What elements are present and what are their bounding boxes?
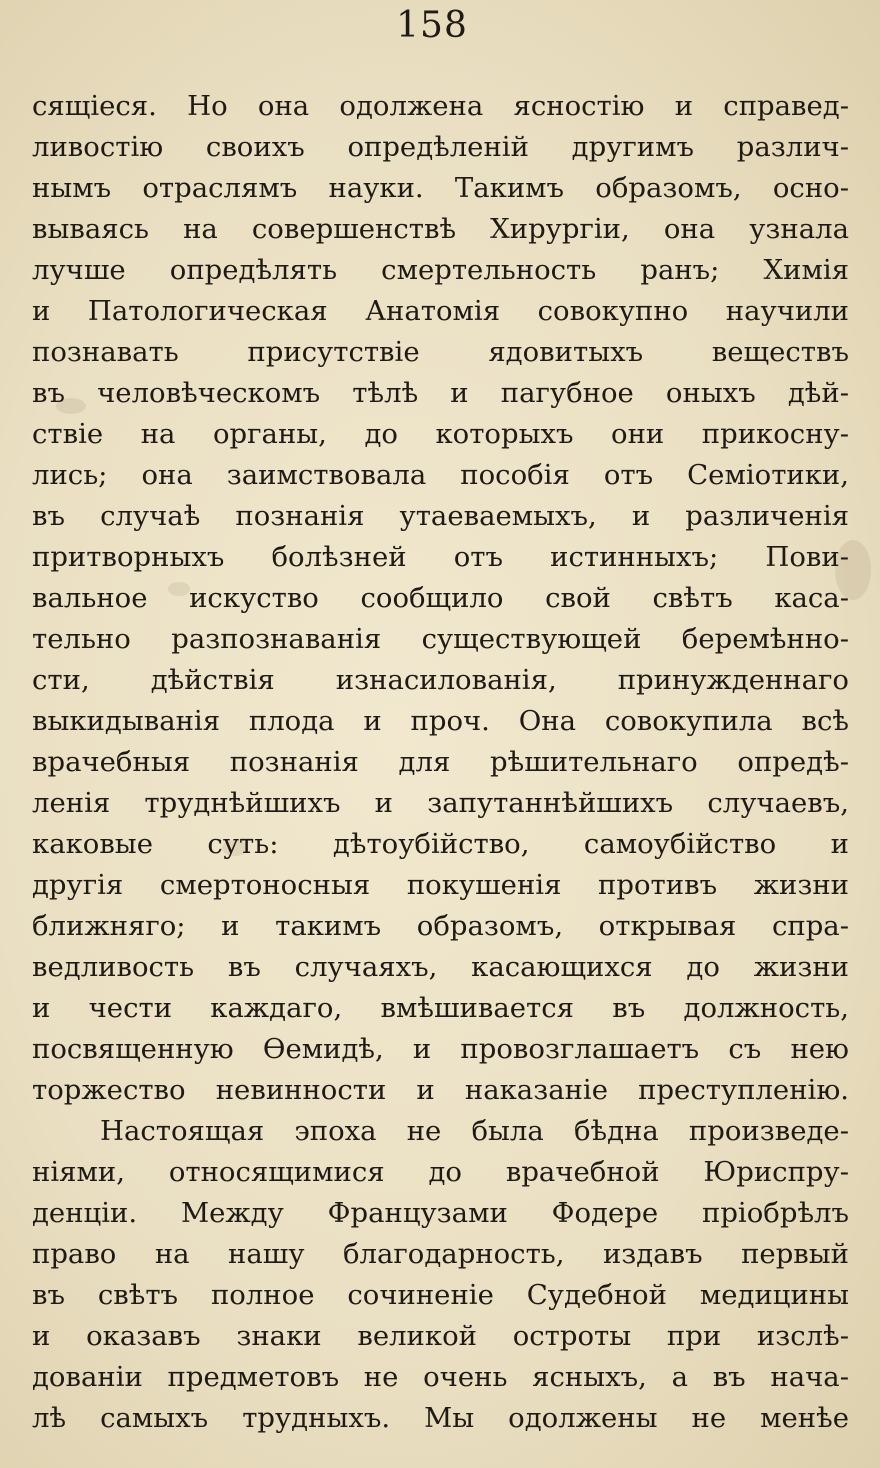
text-line: другія смертоносныя покушенія противъ жизни [32, 869, 849, 901]
text-line: въ свѣтъ полное сочиненіе Судебной медицины [32, 1279, 849, 1311]
text-line: и оказавъ знаки великой остроты при изслѣ- [32, 1320, 849, 1352]
text-line: ближняго; и такимъ образомъ, открывая спра- [32, 910, 849, 942]
text-line: нымъ отраслямъ науки. Такимъ образомъ, осно- [32, 172, 849, 204]
text-line: познавать присутствіе ядовитыхъ веществъ [32, 336, 849, 368]
text-line: въ случаѣ познанія утаеваемыхъ, и различенія [32, 500, 849, 532]
text-line: притворныхъ болѣзней отъ истинныхъ; Пови- [32, 541, 849, 573]
text-line: денціи. Между Французами Фодере пріобрѣлъ [32, 1197, 849, 1229]
text-line: ніями, относящимися до врачебной Юриспру- [32, 1156, 849, 1188]
text-line: ведливость въ случаяхъ, касающихся до жизни [32, 951, 849, 983]
paragraph-end-line: торжество невинности и наказаніе преступленію. [32, 1074, 849, 1106]
text-line: вываясь на совершенствѣ Хирургіи, она узнала [32, 213, 849, 245]
text-line: лѣ самыхъ трудныхъ. Мы одолжены не менѣе [32, 1402, 849, 1434]
text-line: ствіе на органы, до которыхъ они прикосну- [32, 418, 849, 450]
text-line: сти, дѣйствія изнасилованія, принужденнаго [32, 664, 849, 696]
text-line: въ человѣческомъ тѣлѣ и пагубное оныхъ дѣй- [32, 377, 849, 409]
body-text [32, 86, 849, 1439]
text-line: и чести каждаго, вмѣшивается въ должность, [32, 992, 849, 1024]
paragraph-start-line: Настоящая эпоха не была бѣдна произведе- [100, 1115, 849, 1147]
text-line: и Патологическая Анатомія совокупно научили [32, 295, 849, 327]
text-line: право на нашу благодарность, издавъ первый [32, 1238, 849, 1270]
text-line: сящіеся. Но она одолжена ясностію и справед- [32, 90, 849, 122]
text-line: лучше опредѣлять смертельность ранъ; Химія [32, 254, 849, 286]
text-line: ленія труднѣйшихъ и запутаннѣйшихъ случаевъ, [32, 787, 849, 819]
text-line: посвященную Ѳемидѣ, и провозглашаетъ съ нею [32, 1033, 849, 1065]
text-line: лись; она заимствовала пособія отъ Семіотики, [32, 459, 849, 491]
page-number: 158 [396, 5, 468, 46]
text-line: врачебныя познанія для рѣшительнаго опредѣ- [32, 746, 849, 778]
text-line: выкидыванія плода и проч. Она совокупила всѣ [32, 705, 849, 737]
text-line: ливостію своихъ опредѣленій другимъ различ- [32, 131, 849, 163]
text-line: дованіи предметовъ не очень ясныхъ, а въ нача- [32, 1361, 849, 1393]
text-line: каковые суть: дѣтоубійство, самоубійство и [32, 828, 849, 860]
text-line: тельно разпознаванія существующей беремѣнно- [32, 623, 849, 655]
text-line: вальное искуство сообщило свой свѣтъ каса- [32, 582, 849, 614]
